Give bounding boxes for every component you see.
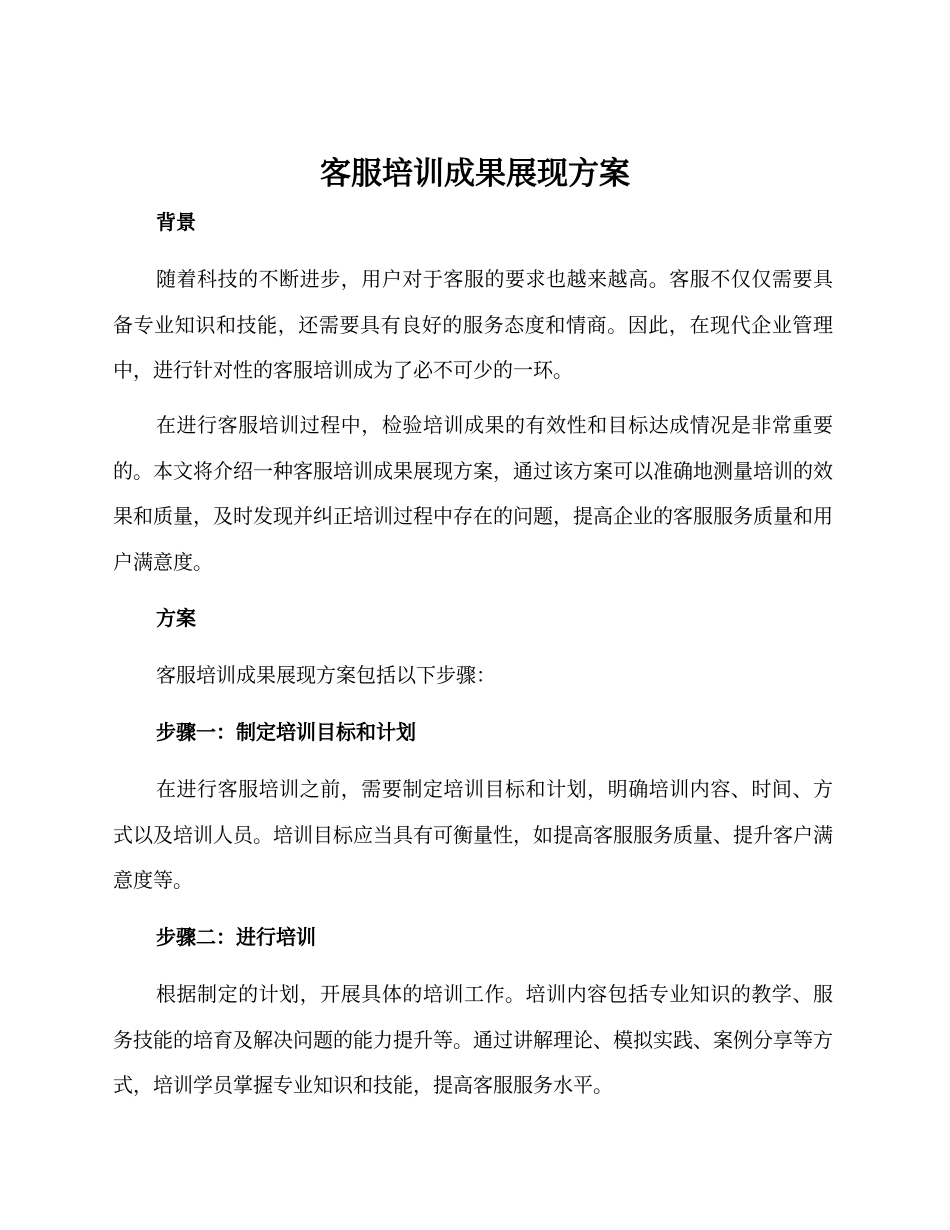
paragraph-background-1: 随着科技的不断进步，用户对于客服的要求也越来越高。客服不仅仅需要具备专业知识和技能，还需要具有良好的服务态度和情商。因此，在现代企业管理中，进行针对性的客服培训成为了必不可少的一环。 <box>113 267 833 382</box>
step-2-heading: 步骤二：进行培训 <box>156 925 316 949</box>
section-heading-plan: 方案 <box>156 606 196 630</box>
plan-intro: 客服培训成果展现方案包括以下步骤： <box>156 663 496 687</box>
section-heading-background: 背景 <box>156 210 196 234</box>
step-2-body: 根据制定的计划，开展具体的培训工作。培训内容包括专业知识的教学、服务技能的培育及解决问题的能力提升等。通过讲解理论、模拟实践、案例分享等方式，培训学员掌握专业知识和技能，提高客服服务水平。 <box>113 982 833 1097</box>
document-title: 客服培训成果展现方案 <box>320 156 630 192</box>
step-1-heading: 步骤一：制定培训目标和计划 <box>156 720 416 744</box>
step-1-body: 在进行客服培训之前，需要制定培训目标和计划，明确培训内容、时间、方式以及培训人员。培训目标应当具有可衡量性，如提高客服服务质量、提升客户满意度等。 <box>113 777 833 892</box>
paragraph-background-2: 在进行客服培训过程中，检验培训成果的有效性和目标达成情况是非常重要的。本文将介绍一种客服培训成果展现方案，通过该方案可以准确地测量培训的效果和质量，及时发现并纠正培训过程中存在的问题，提高企业的客服服务质量和用户满意度。 <box>113 413 833 574</box>
